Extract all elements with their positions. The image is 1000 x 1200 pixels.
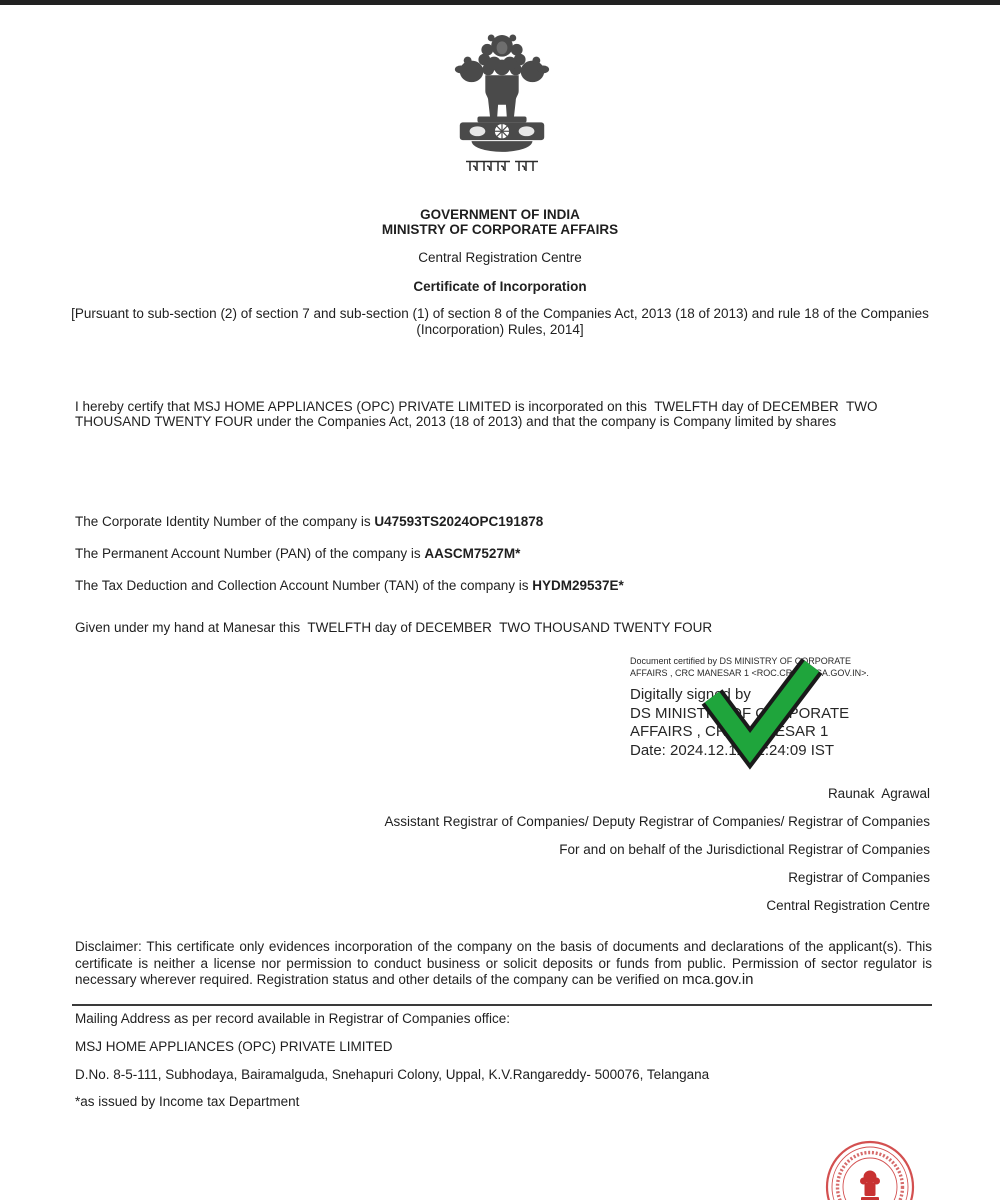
central-registration-centre-subtitle: Central Registration Centre [418, 250, 582, 265]
pan-tan-footnote: *as issued by Income tax Department [75, 1094, 300, 1109]
pan-label: The Permanent Account Number (PAN) of the company is [75, 546, 425, 561]
signatory-roc: Registrar of Companies [788, 870, 930, 885]
top-border-bar [0, 0, 1000, 5]
mailing-address-label: Mailing Address as per record available in Registrar of Companies office: [75, 1011, 510, 1026]
signature-date-line: Date: 2024.12.12 11:24:09 IST [630, 741, 835, 759]
cin-label: The Corporate Identity Number of the company is [75, 514, 375, 529]
given-under-hand-line: Given under my hand at Manesar this TWELFTH day of DECEMBER TWO THOUSAND TWENTY FOUR [75, 620, 713, 635]
signature-certified-note: Document certified by DS MINISTRY OF CORPORATE AFFAIRS , CRC MANESAR 1 <ROC.CRC@MCA.GOV.IN>. [630, 656, 869, 678]
tan-label: The Tax Deduction and Collection Account Number (TAN) of the company is [75, 578, 533, 593]
ashoka-lion-capital-icon [448, 30, 556, 152]
signatory-on-behalf: For and on behalf of the Jurisdictional Registrar of Companies [559, 842, 930, 857]
footer-divider-line [72, 1004, 932, 1006]
signatory-crc: Central Registration Centre [766, 898, 930, 913]
government-of-india-title: GOVERNMENT OF INDIA [420, 207, 580, 222]
mca-red-seal [820, 1137, 920, 1200]
tan-value: HYDM29537E* [532, 578, 624, 593]
signatory-designation: Assistant Registrar of Companies/ Deputy Registrar of Companies/ Registrar of Companies [384, 814, 930, 829]
ministry-title: MINISTRY OF CORPORATE AFFAIRS [381, 222, 619, 237]
india-state-emblem [443, 30, 561, 177]
signatory-block [75, 780, 930, 920]
cin-value: U47593TS2024OPC191878 [374, 514, 544, 529]
company-name: MSJ HOME APPLIANCES (OPC) PRIVATE LIMITED [75, 1039, 393, 1054]
disclaimer-paragraph [75, 939, 936, 989]
pan-value: AASCM7527M* [424, 546, 521, 561]
signature-line-2: DS MINISTRY OF CORPORATE [630, 704, 850, 722]
pursuant-clause: [Pursuant to sub-section (2) of section 7 and sub-section (1) of section 8 of the Companies Act, 2013 (18 of 2013) and rule 18 of the Companies (Incorporation) Rules, 2014] [71, 306, 933, 337]
satyameva-jayate-script [443, 159, 561, 177]
signatory-name: Raunak Agrawal [827, 786, 930, 801]
signature-line-3: AFFAIRS , CRC MANESAR 1 [630, 723, 829, 740]
pan-line [75, 546, 520, 561]
certificate-title: Certificate of Incorporation [413, 279, 587, 294]
signature-line-1: Digitally signed by [630, 686, 751, 703]
tan-line [75, 578, 624, 593]
mca-website-link[interactable]: mca.gov.in [682, 971, 754, 988]
company-address: D.No. 8-5-111, Subhodaya, Bairamalguda, Snehapuri Colony, Uppal, K.V.Rangareddy- 500076, Telangana [75, 1067, 710, 1082]
signature-valid-check-icon [702, 660, 818, 760]
certification-paragraph: I hereby certify that MSJ HOME APPLIANCES (OPC) PRIVATE LIMITED is incorporated on this TWELFTH day of DECEMBER TWO THOUSAND TWENTY FOUR under the Companies Act, 2013 (18 of 2013) and that the company is Company limited by shares [75, 399, 881, 429]
cin-line [75, 514, 543, 529]
disclaimer-text: Disclaimer: This certificate only evidences incorporation of the company on the basis of documents and declarations of the applicant(s). This certificate is neither a license nor permission to conduct business or solicit deposits or funds from public. Permission of sector regulator is necessary wherever required. Registration status and other details of the company can be verified on [75, 939, 936, 987]
